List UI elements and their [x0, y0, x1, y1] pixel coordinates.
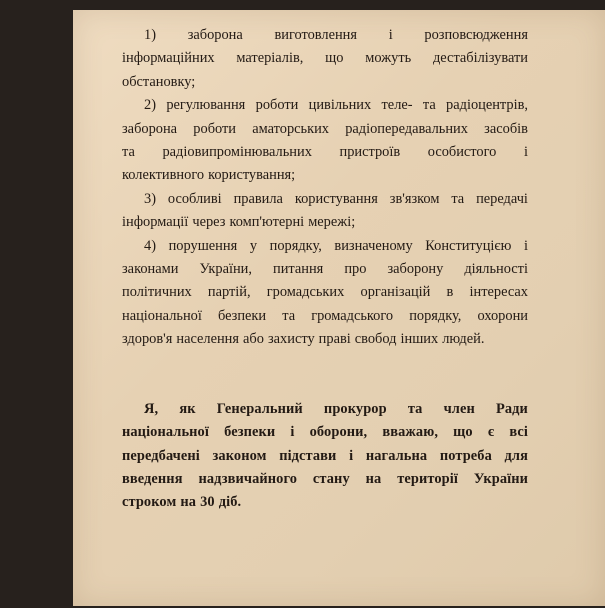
word: як — [179, 400, 196, 417]
word: Генеральний — [216, 400, 303, 417]
word: пристроїв — [339, 144, 401, 161]
word: надзвичайного — [198, 470, 298, 487]
text-line — [122, 258, 528, 281]
word: про — [344, 261, 367, 278]
word: або — [243, 331, 264, 348]
word: обстановку; — [122, 73, 196, 90]
word: України — [473, 470, 528, 487]
word: мережі; — [308, 214, 356, 231]
word: можуть — [365, 50, 412, 67]
word: роботи — [193, 120, 237, 137]
word: 30 — [200, 494, 215, 511]
word: інформації — [122, 214, 189, 231]
word: і — [349, 447, 354, 464]
text-line — [122, 164, 528, 187]
word: інших — [400, 331, 439, 348]
word: законом — [212, 447, 267, 464]
word: партій, — [207, 284, 251, 301]
word: законами — [122, 261, 179, 278]
word: питання — [273, 261, 324, 278]
word: організацій — [360, 284, 431, 301]
word: для — [504, 447, 528, 464]
word: особистого — [427, 144, 497, 161]
word: людей. — [442, 331, 485, 348]
word: матеріалів, — [236, 50, 304, 67]
word: свобод — [354, 331, 397, 348]
word: стану — [312, 470, 350, 487]
word: нагальна — [365, 447, 428, 464]
word: розповсюдження — [424, 27, 528, 43]
word: України, — [199, 261, 252, 278]
text-line — [122, 235, 528, 258]
word: зв'язком — [389, 190, 440, 207]
word: засобів — [484, 120, 528, 137]
word: особливі — [167, 190, 222, 207]
word: громадських — [266, 284, 345, 301]
list-item-paragraph — [122, 235, 528, 352]
word: і — [523, 237, 528, 254]
word: і — [523, 144, 528, 161]
word: на — [365, 470, 382, 487]
text-line — [122, 118, 528, 141]
list-item-paragraph — [122, 24, 528, 94]
word: радіопередавальних — [345, 120, 468, 137]
word: діб. — [218, 494, 242, 511]
word: правила — [233, 190, 283, 207]
word: радіовипромінювальних — [162, 144, 312, 161]
word: регулювання — [166, 97, 246, 114]
word: виготовлення — [274, 27, 357, 43]
word: Я, — [144, 400, 159, 417]
word: території — [397, 470, 458, 487]
word: інформаційних — [122, 50, 215, 67]
word: прокурор — [323, 400, 387, 417]
text-line — [122, 141, 528, 164]
text-line — [122, 281, 528, 304]
text-line — [122, 211, 528, 234]
word: 4) — [144, 237, 156, 254]
word: порядку, — [409, 307, 462, 324]
word: визначеному — [334, 237, 413, 254]
word: і — [290, 424, 295, 441]
paragraph-gap — [122, 352, 528, 398]
word: здоров'я — [122, 331, 173, 348]
word: роботи — [255, 97, 299, 114]
word: на — [180, 494, 197, 511]
conclusion-paragraph — [122, 398, 528, 515]
word: у — [249, 237, 258, 254]
word: комп'ютерні — [229, 214, 305, 231]
word: Ради — [495, 400, 528, 417]
word: та — [407, 400, 423, 417]
word: заборона — [122, 120, 178, 137]
text-line — [122, 445, 528, 468]
word: вважаю, — [382, 424, 439, 441]
word: і — [388, 27, 393, 43]
word: порушення — [168, 237, 238, 254]
text-line — [122, 421, 528, 444]
word: цивільних — [308, 97, 372, 114]
document-text — [122, 24, 528, 515]
word: порядку, — [269, 237, 322, 254]
word: що — [325, 50, 344, 67]
word: політичних — [122, 284, 192, 301]
word: охорони — [477, 307, 528, 324]
word: безпеки — [217, 307, 267, 324]
word: аматорських — [252, 120, 329, 137]
word: строком — [122, 494, 177, 511]
word: та — [451, 190, 465, 207]
text-line — [122, 491, 528, 514]
word: та — [422, 97, 436, 114]
text-line — [122, 188, 528, 211]
word: праві — [318, 331, 351, 348]
word: захисту — [267, 331, 315, 348]
word: безпеки — [224, 424, 276, 441]
word: що — [453, 424, 473, 441]
word: в — [446, 284, 454, 301]
word: національної — [122, 424, 209, 441]
word: введення — [122, 470, 183, 487]
word: дестабілізувати — [432, 50, 528, 67]
word: потреба — [439, 447, 492, 464]
word: всі — [509, 424, 528, 441]
word: підстави — [279, 447, 337, 464]
word: національної — [122, 307, 202, 324]
word: є — [487, 424, 495, 441]
word: 3) — [144, 190, 156, 207]
text-line — [122, 468, 528, 491]
list-item-paragraph — [122, 94, 528, 188]
text-line — [122, 398, 528, 421]
word: інтересах — [469, 284, 528, 301]
word: 1) — [144, 27, 156, 43]
word: заборону — [387, 261, 444, 278]
word: громадського — [311, 307, 394, 324]
word: передбачені — [122, 447, 200, 464]
word: та — [282, 307, 296, 324]
word: заборона — [187, 27, 243, 43]
word: користування; — [208, 167, 296, 184]
text-line — [122, 94, 528, 117]
text-line — [122, 47, 528, 70]
text-line — [122, 328, 528, 351]
text-line — [122, 305, 528, 328]
word: та — [122, 144, 135, 161]
word: користування — [294, 190, 378, 207]
list-item-paragraph — [122, 188, 528, 235]
word: оборони, — [309, 424, 368, 441]
word: член — [443, 400, 475, 417]
word: діяльності — [464, 261, 528, 278]
word: передачі — [476, 190, 528, 207]
word: теле- — [381, 97, 413, 114]
text-line — [122, 71, 528, 94]
word: через — [192, 214, 226, 231]
word: колективного — [122, 167, 205, 184]
word: радіоцентрів, — [446, 97, 528, 114]
word: Конституцією — [425, 237, 512, 254]
word: населення — [176, 331, 240, 348]
text-line — [122, 24, 528, 47]
word: 2) — [144, 97, 156, 114]
